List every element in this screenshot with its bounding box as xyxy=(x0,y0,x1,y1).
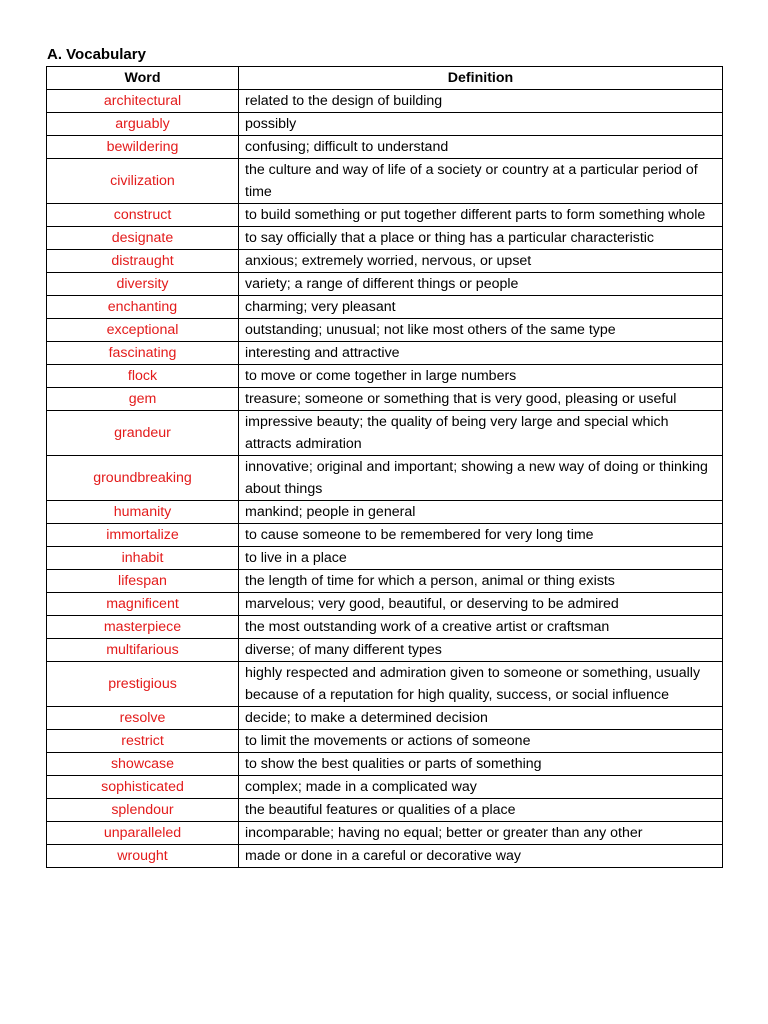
table-row xyxy=(47,90,723,113)
table-row xyxy=(47,365,723,388)
vocab-definition: diverse; of many different types xyxy=(239,639,723,662)
vocab-definition: outstanding; unusual; not like most others of the same type xyxy=(239,319,723,342)
vocab-definition: to say officially that a place or thing has a particular characteristic xyxy=(239,227,723,250)
table-row xyxy=(47,456,723,501)
vocab-definition: mankind; people in general xyxy=(239,501,723,524)
vocabulary-table-body xyxy=(47,90,723,868)
vocab-word: restrict xyxy=(47,730,239,753)
table-row xyxy=(47,547,723,570)
vocab-definition: the most outstanding work of a creative artist or craftsman xyxy=(239,616,723,639)
table-row xyxy=(47,204,723,227)
table-row xyxy=(47,113,723,136)
vocab-definition: innovative; original and important; showing a new way of doing or thinking about things xyxy=(239,456,723,501)
vocab-word: distraught xyxy=(47,250,239,273)
vocab-word: wrought xyxy=(47,845,239,868)
vocab-word: resolve xyxy=(47,707,239,730)
vocab-word: gem xyxy=(47,388,239,411)
vocab-word: masterpiece xyxy=(47,616,239,639)
vocab-definition: related to the design of building xyxy=(239,90,723,113)
table-row xyxy=(47,799,723,822)
vocab-word: sophisticated xyxy=(47,776,239,799)
vocab-word: arguably xyxy=(47,113,239,136)
word-column-header: Word xyxy=(47,67,239,90)
vocab-word: civilization xyxy=(47,159,239,204)
vocab-word: lifespan xyxy=(47,570,239,593)
table-row xyxy=(47,411,723,456)
vocab-definition: treasure; someone or something that is very good, pleasing or useful xyxy=(239,388,723,411)
vocab-word: unparalleled xyxy=(47,822,239,845)
table-row xyxy=(47,250,723,273)
vocab-definition: charming; very pleasant xyxy=(239,296,723,319)
definition-column-header: Definition xyxy=(239,67,723,90)
vocab-word: inhabit xyxy=(47,547,239,570)
vocab-word: designate xyxy=(47,227,239,250)
vocab-definition: anxious; extremely worried, nervous, or upset xyxy=(239,250,723,273)
vocab-definition: to limit the movements or actions of someone xyxy=(239,730,723,753)
table-row xyxy=(47,570,723,593)
table-row xyxy=(47,730,723,753)
vocab-word: groundbreaking xyxy=(47,456,239,501)
vocab-definition: variety; a range of different things or people xyxy=(239,273,723,296)
vocab-word: enchanting xyxy=(47,296,239,319)
table-row xyxy=(47,776,723,799)
table-row xyxy=(47,501,723,524)
table-row xyxy=(47,822,723,845)
table-row xyxy=(47,662,723,707)
vocab-definition: made or done in a careful or decorative way xyxy=(239,845,723,868)
table-row xyxy=(47,524,723,547)
vocab-word: immortalize xyxy=(47,524,239,547)
vocab-definition: interesting and attractive xyxy=(239,342,723,365)
vocab-definition: possibly xyxy=(239,113,723,136)
vocab-word: prestigious xyxy=(47,662,239,707)
vocab-definition: to cause someone to be remembered for very long time xyxy=(239,524,723,547)
vocab-word: flock xyxy=(47,365,239,388)
vocab-definition: confusing; difficult to understand xyxy=(239,136,723,159)
vocab-word: magnificent xyxy=(47,593,239,616)
vocab-definition: impressive beauty; the quality of being very large and special which attracts admiration xyxy=(239,411,723,456)
vocab-word: architectural xyxy=(47,90,239,113)
vocab-word: multifarious xyxy=(47,639,239,662)
vocab-definition: to live in a place xyxy=(239,547,723,570)
table-row xyxy=(47,616,723,639)
table-row xyxy=(47,388,723,411)
vocab-word: diversity xyxy=(47,273,239,296)
table-row xyxy=(47,296,723,319)
vocab-definition: to build something or put together different parts to form something whole xyxy=(239,204,723,227)
vocab-definition: to move or come together in large numbers xyxy=(239,365,723,388)
section-title: A. Vocabulary xyxy=(47,46,146,63)
table-row xyxy=(47,319,723,342)
table-row xyxy=(47,273,723,296)
table-row xyxy=(47,159,723,204)
vocab-definition: the culture and way of life of a society or country at a particular period of time xyxy=(239,159,723,204)
vocab-word: fascinating xyxy=(47,342,239,365)
vocab-word: construct xyxy=(47,204,239,227)
table-row xyxy=(47,342,723,365)
vocab-definition: the length of time for which a person, animal or thing exists xyxy=(239,570,723,593)
vocab-definition: the beautiful features or qualities of a place xyxy=(239,799,723,822)
vocab-definition: complex; made in a complicated way xyxy=(239,776,723,799)
vocab-word: exceptional xyxy=(47,319,239,342)
table-row xyxy=(47,707,723,730)
vocab-definition: to show the best qualities or parts of something xyxy=(239,753,723,776)
table-row xyxy=(47,136,723,159)
table-row xyxy=(47,593,723,616)
vocab-word: showcase xyxy=(47,753,239,776)
vocabulary-table xyxy=(46,66,723,868)
vocab-word: humanity xyxy=(47,501,239,524)
vocab-definition: marvelous; very good, beautiful, or deserving to be admired xyxy=(239,593,723,616)
vocab-word: splendour xyxy=(47,799,239,822)
table-row xyxy=(47,753,723,776)
vocab-definition: highly respected and admiration given to someone or something, usually because of a reputation for high quality, success, or social influence xyxy=(239,662,723,707)
vocab-definition: incomparable; having no equal; better or greater than any other xyxy=(239,822,723,845)
table-row xyxy=(47,639,723,662)
table-row xyxy=(47,227,723,250)
table-row xyxy=(47,845,723,868)
vocab-word: bewildering xyxy=(47,136,239,159)
vocab-word: grandeur xyxy=(47,411,239,456)
vocab-definition: decide; to make a determined decision xyxy=(239,707,723,730)
table-header-row xyxy=(47,67,723,90)
